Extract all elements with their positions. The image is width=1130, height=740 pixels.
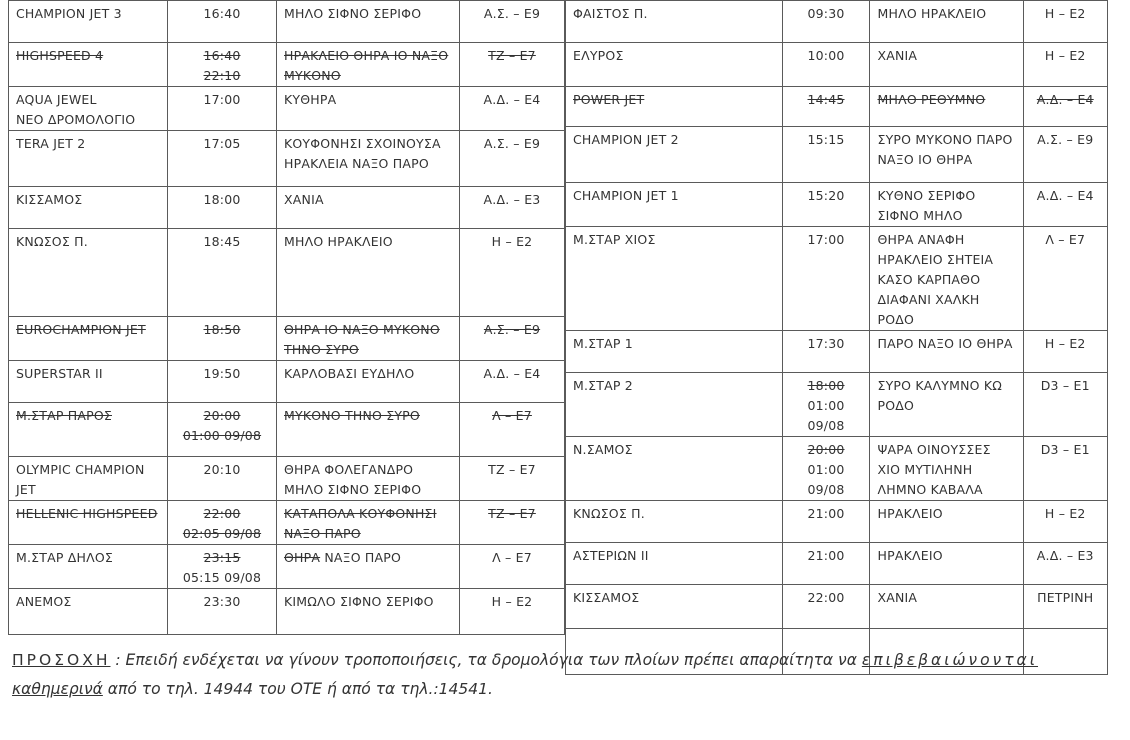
destinations-cell (870, 1, 1023, 43)
ship-name: Μ.ΣΤΑΡ ΧΙΟΣ (573, 232, 656, 247)
destinations: ΣΥΡΟ ΚΑΛΥΜΝΟ ΚΩ ΡΟΔΟ (877, 378, 1002, 413)
ship-name-cell (566, 1, 783, 43)
departure-time-cell (168, 457, 277, 501)
departure-time-cell (782, 43, 870, 87)
destinations-cell (870, 87, 1023, 127)
table-row (9, 187, 565, 229)
destinations-cell (277, 545, 460, 589)
destinations-cell (870, 585, 1023, 629)
departure-time: 18:45 (203, 234, 241, 249)
departure-time: 18:00 (203, 192, 241, 207)
departure-time: 18:50 (203, 322, 241, 337)
agent-code-cell (460, 131, 565, 187)
ship-name-cell (566, 543, 783, 585)
ship-name: Ν.ΣΑΜΟΣ (573, 442, 633, 457)
new-departure-time: 01:00 09/08 (807, 462, 845, 497)
table-row (9, 403, 565, 457)
departure-time: 17:05 (203, 136, 241, 151)
departure-time: 17:30 (807, 336, 845, 351)
destinations: ΚΑΤΑΠΟΛΑ ΚΟΥΦΟΝΗΣΙ ΝΑΞΟ ΠΑΡΟ (284, 506, 437, 541)
table-row (566, 127, 1108, 183)
table-row (566, 227, 1108, 331)
agent-code: Η – Ε2 (491, 234, 533, 249)
ship-name: CHAMPION JET 3 (16, 6, 122, 21)
ship-name: OLYMPIC CHAMPION JET (16, 462, 145, 497)
agent-code-cell (1023, 331, 1108, 373)
departure-time: 21:00 (807, 548, 845, 563)
departure-time-cell (782, 127, 870, 183)
agent-code-cell (1023, 1, 1108, 43)
ship-name: CHAMPION JET 1 (573, 188, 679, 203)
departure-time-cell (782, 1, 870, 43)
table-row (566, 1, 1108, 43)
ship-name-cell (9, 403, 168, 457)
destinations-cell (277, 317, 460, 361)
departure-time-cell (168, 187, 277, 229)
agent-code: D3 – Ε1 (1040, 442, 1090, 457)
destinations: ΜΗΛΟ ΗΡΑΚΛΕΙΟ (877, 6, 987, 21)
agent-code: ΤΖ – Ε7 (488, 48, 536, 63)
table-row (566, 87, 1108, 127)
ship-name: Μ.ΣΤΑΡ ΔΗΛΟΣ (16, 550, 113, 565)
agent-code-cell (460, 87, 565, 131)
ship-name-cell (9, 131, 168, 187)
destinations: ΗΡΑΚΛΕΙΟ (877, 548, 943, 563)
destinations: ΧΑΝΙΑ (877, 48, 918, 63)
departure-time-cell (168, 317, 277, 361)
departure-time-cell (782, 585, 870, 629)
agent-code-cell (460, 589, 565, 635)
departure-time-cell (168, 43, 277, 87)
destinations-cell (277, 187, 460, 229)
ship-name: EUROCHAMPION JET (16, 322, 146, 337)
agent-code: Λ – Ε7 (492, 550, 532, 565)
schedule-tables (8, 0, 1108, 627)
ship-name: ΑΣΤΕΡΙΩΝ ΙΙ (573, 548, 649, 563)
departure-time: 20:00 (203, 408, 241, 423)
agent-code: Α.Σ. – Ε9 (483, 6, 541, 21)
agent-code-cell (460, 457, 565, 501)
departure-time: 17:00 (807, 232, 845, 247)
agent-code-cell (1023, 585, 1108, 629)
departure-time-cell (168, 87, 277, 131)
departure-time-cell (168, 229, 277, 317)
departure-time: 17:00 (203, 92, 241, 107)
ship-name: HELLENIC HIGHSPEED (16, 506, 158, 521)
ship-name-cell (9, 457, 168, 501)
departure-time-cell (168, 501, 277, 545)
destinations: ΧΑΝΙΑ (284, 192, 324, 207)
table-row (9, 501, 565, 545)
ship-name-cell (566, 87, 783, 127)
destinations: ΝΑΞΟ ΠΑΡΟ (320, 550, 402, 565)
departure-time-cell (168, 131, 277, 187)
note-emphasis-1: επιβεβαιώνονται (861, 651, 1039, 669)
destinations-cell (277, 501, 460, 545)
departure-time-cell (782, 373, 870, 437)
table-row (566, 585, 1108, 629)
ship-name-cell (9, 43, 168, 87)
departure-time-cell (168, 545, 277, 589)
departure-time: 18:00 (807, 378, 845, 393)
ship-name: ΚΝΩΣΟΣ Π. (16, 234, 88, 249)
agent-code: Λ – Ε7 (1045, 232, 1086, 247)
agent-code: Α.Σ. – Ε9 (483, 322, 541, 337)
departure-time-cell (782, 501, 870, 543)
table-row (9, 361, 565, 403)
destinations: ΚΥΘΗΡΑ (284, 92, 337, 107)
agent-code-cell (460, 545, 565, 589)
agent-code: Α.Δ. – Ε4 (483, 92, 541, 107)
agent-code: Α.Δ. – Ε4 (1036, 92, 1094, 107)
ship-name: HIGHSPEED 4 (16, 48, 104, 63)
ship-name: Μ.ΣΤΑΡ 1 (573, 336, 633, 351)
warning-note (12, 646, 1112, 704)
agent-code-cell (1023, 543, 1108, 585)
departure-time: 19:50 (203, 366, 241, 381)
new-departure-time: 05:15 09/08 (182, 570, 262, 585)
agent-code-cell (460, 317, 565, 361)
destinations: ΜΗΛΟ ΣΙΦΝΟ ΣΕΡΙΦΟ (284, 6, 422, 21)
destinations: ΗΡΑΚΛΕΙΟ ΘΗΡΑ ΙΟ ΝΑΞΟ ΜΥΚΟΝΟ (284, 48, 449, 83)
destinations-cell (870, 331, 1023, 373)
table-row (9, 87, 565, 131)
agent-code-cell (460, 403, 565, 457)
note-label: ΠΡΟΣΟΧΗ (12, 651, 111, 669)
ship-name-cell (9, 229, 168, 317)
departure-time: 10:00 (807, 48, 845, 63)
departure-time: 09:30 (807, 6, 845, 21)
departure-time: 16:40 (203, 6, 241, 21)
ship-name: POWER JET (573, 92, 645, 107)
table-row (9, 43, 565, 87)
agent-code: Λ – Ε7 (492, 408, 532, 423)
agent-code: Η – Ε2 (1044, 6, 1086, 21)
ship-name: Μ.ΣΤΑΡ ΠΑΡΟΣ (16, 408, 112, 423)
ship-note: ΝΕΟ ΔΡΟΜΟΛΟΓΙΟ (16, 112, 136, 127)
ship-name: CHAMPION JET 2 (573, 132, 679, 147)
table-row (566, 373, 1108, 437)
ship-name-cell (9, 501, 168, 545)
departure-time: 20:10 (203, 462, 241, 477)
ship-name: SUPERSTAR II (16, 366, 103, 381)
agent-code: Α.Δ. – Ε3 (483, 192, 541, 207)
agent-code: ΠΕΤΡΙΝΗ (1037, 590, 1094, 605)
destinations-cell (277, 589, 460, 635)
departure-time: 21:00 (807, 506, 845, 521)
destinations: ΣΥΡΟ ΜΥΚΟΝΟ ΠΑΡΟ ΝΑΞΟ ΙΟ ΘΗΡΑ (877, 132, 1013, 167)
destinations: ΘΗΡΑ ΑΝΑΦΗ ΗΡΑΚΛΕΙΟ ΣΗΤΕΙΑ ΚΑΣΟ ΚΑΡΠΑΘΟ ΔΙΑΦΑΝΙ ΧΑΛΚΗ ΡΟΔΟ (877, 232, 994, 327)
departure-time: 20:00 (807, 442, 845, 457)
new-departure-time: 22:10 (203, 68, 241, 83)
agent-code-cell (460, 501, 565, 545)
departure-time-cell (782, 331, 870, 373)
table-row (566, 437, 1108, 501)
table-row (9, 457, 565, 501)
departure-time: 23:30 (203, 594, 241, 609)
destinations-cell (277, 403, 460, 457)
departure-time: 16:40 (203, 48, 241, 63)
destinations-cell (870, 183, 1023, 227)
destinations-cell (277, 87, 460, 131)
ship-name-cell (566, 585, 783, 629)
destinations: ΜΗΛΟ ΗΡΑΚΛΕΙΟ (284, 234, 393, 249)
destinations-cell (870, 437, 1023, 501)
destinations: ΘΗΡΑ ΙΟ ΝΑΞΟ ΜΥΚΟΝΟ ΤΗΝΟ ΣΥΡΟ (284, 322, 440, 357)
agent-code-cell (460, 229, 565, 317)
destinations-cell (277, 361, 460, 403)
ship-name-cell (566, 373, 783, 437)
agent-code: Α.Σ. – Ε9 (483, 136, 541, 151)
table-row (9, 589, 565, 635)
ship-name: ΚΙΣΣΑΜΟΣ (573, 590, 640, 605)
ship-name-cell (9, 589, 168, 635)
departure-time-cell (168, 361, 277, 403)
agent-code: Η – Ε2 (1044, 48, 1086, 63)
agent-code: Α.Σ. – Ε9 (1037, 132, 1094, 147)
departure-time: 14:45 (807, 92, 845, 107)
agent-code-cell (1023, 183, 1108, 227)
destinations: ΘΗΡΑ ΦΟΛΕΓΑΝΔΡΟ ΜΗΛΟ ΣΙΦΝΟ ΣΕΡΙΦΟ (284, 462, 422, 497)
table-row (9, 317, 565, 361)
agent-code: Η – Ε2 (491, 594, 533, 609)
departure-time-cell (168, 403, 277, 457)
destinations-cell (277, 1, 460, 43)
departure-time-cell (782, 543, 870, 585)
agent-code: Η – Ε2 (1044, 336, 1086, 351)
destinations: ΧΑΝΙΑ (877, 590, 918, 605)
destinations: ΚΙΜΩΛΟ ΣΙΦΝΟ ΣΕΡΙΦΟ (284, 594, 434, 609)
table-row (566, 331, 1108, 373)
departures-table-right (565, 0, 1108, 675)
agent-code-cell (1023, 437, 1108, 501)
agent-code: D3 – Ε1 (1040, 378, 1090, 393)
agent-code: ΤΖ – Ε7 (488, 462, 536, 477)
note-text-1: : Επειδή ενδέχεται να γίνουν τροποποιήσεις, τα δρομολόγια των πλοίων πρέπει απαραίτητα να (110, 651, 862, 669)
ship-name-cell (566, 437, 783, 501)
note-emphasis-2: καθημερινά (12, 680, 103, 698)
destinations-cell (870, 43, 1023, 87)
destinations-cell (277, 457, 460, 501)
agent-code-cell (460, 1, 565, 43)
departure-time-cell (168, 1, 277, 43)
table-row (9, 131, 565, 187)
destination-cancelled: ΘΗΡΑ (284, 550, 321, 565)
destinations-cell (870, 373, 1023, 437)
table-row (9, 229, 565, 317)
ship-name-cell (9, 317, 168, 361)
ship-name-cell (566, 127, 783, 183)
destinations: ΚΥΘΝΟ ΣΕΡΙΦΟ ΣΙΦΝΟ ΜΗΛΟ (877, 188, 976, 223)
ship-name: ΕΛΥΡΟΣ (573, 48, 624, 63)
destinations: ΚΑΡΛΟΒΑΣΙ ΕΥΔΗΛΟ (284, 366, 415, 381)
agent-code-cell (1023, 501, 1108, 543)
destinations-cell (870, 501, 1023, 543)
ship-name: ΚΝΩΣΟΣ Π. (573, 506, 645, 521)
departure-time: 22:00 (203, 506, 241, 521)
departure-time: 23:15 (203, 550, 241, 565)
table-row (9, 1, 565, 43)
agent-code-cell (460, 43, 565, 87)
departure-time: 15:15 (807, 132, 845, 147)
ship-name-cell (9, 1, 168, 43)
agent-code-cell (460, 187, 565, 229)
destinations-cell (277, 229, 460, 317)
agent-code-cell (460, 361, 565, 403)
new-departure-time: 01:00 09/08 (807, 398, 845, 433)
ship-name-cell (566, 183, 783, 227)
ship-name-cell (9, 361, 168, 403)
departure-time-cell (782, 183, 870, 227)
agent-code-cell (1023, 227, 1108, 331)
agent-code-cell (1023, 43, 1108, 87)
agent-code-cell (1023, 127, 1108, 183)
ship-name: TERA JET 2 (16, 136, 86, 151)
destinations: ΠΑΡΟ ΝΑΞΟ ΙΟ ΘΗΡΑ (877, 336, 1013, 351)
ship-name-cell (9, 545, 168, 589)
ship-name-cell (9, 187, 168, 229)
destinations: ΚΟΥΦΟΝΗΣΙ ΣΧΟΙΝΟΥΣΑ ΗΡΑΚΛΕΙΑ ΝΑΞΟ ΠΑΡΟ (284, 136, 441, 171)
destinations-cell (277, 131, 460, 187)
departure-time-cell (782, 227, 870, 331)
agent-code: Α.Δ. – Ε4 (483, 366, 541, 381)
agent-code: Α.Δ. – Ε4 (1036, 188, 1094, 203)
departure-time: 15:20 (807, 188, 845, 203)
agent-code-cell (1023, 373, 1108, 437)
departures-table-left (8, 0, 565, 635)
destinations: ΨΑΡΑ ΟΙΝΟΥΣΣΕΣ ΧΙΟ ΜΥΤΙΛΗΝΗ ΛΗΜΝΟ ΚΑΒΑΛΑ (877, 442, 991, 497)
ship-name-cell (566, 227, 783, 331)
agent-code: Η – Ε2 (1044, 506, 1086, 521)
destinations-cell (277, 43, 460, 87)
agent-code: ΤΖ – Ε7 (488, 506, 536, 521)
destinations-cell (870, 227, 1023, 331)
ship-name-cell (566, 501, 783, 543)
departure-time-cell (782, 437, 870, 501)
ship-name: ΦΑΙΣΤΟΣ Π. (573, 6, 648, 21)
ship-name-cell (566, 43, 783, 87)
new-departure-time: 01:00 09/08 (182, 428, 262, 443)
departure-time-cell (782, 87, 870, 127)
ship-name: Μ.ΣΤΑΡ 2 (573, 378, 633, 393)
table-row (9, 545, 565, 589)
destinations: ΜΗΛΟ ΡΕΘΥΜΝΟ (877, 92, 986, 107)
departure-time: 22:00 (807, 590, 845, 605)
destinations: ΜΥΚΟΝΟ ΤΗΝΟ ΣΥΡΟ (284, 408, 420, 423)
ship-name: ΚΙΣΣΑΜΟΣ (16, 192, 83, 207)
agent-code: Α.Δ. – Ε3 (1036, 548, 1094, 563)
destinations-cell (870, 127, 1023, 183)
table-row (566, 183, 1108, 227)
table-row (566, 543, 1108, 585)
ship-name-cell (9, 87, 168, 131)
ship-name: AQUA JEWEL (16, 92, 97, 107)
agent-code-cell (1023, 87, 1108, 127)
destinations: ΗΡΑΚΛΕΙΟ (877, 506, 943, 521)
note-text-2: από το τηλ. 14944 του ΟΤΕ ή από τα τηλ.:14541. (102, 680, 493, 698)
table-row (566, 501, 1108, 543)
destinations-cell (870, 543, 1023, 585)
new-departure-time: 02:05 09/08 (182, 526, 262, 541)
ship-name-cell (566, 331, 783, 373)
table-row (566, 43, 1108, 87)
ship-name: ΑΝΕΜΟΣ (16, 594, 72, 609)
departure-time-cell (168, 589, 277, 635)
